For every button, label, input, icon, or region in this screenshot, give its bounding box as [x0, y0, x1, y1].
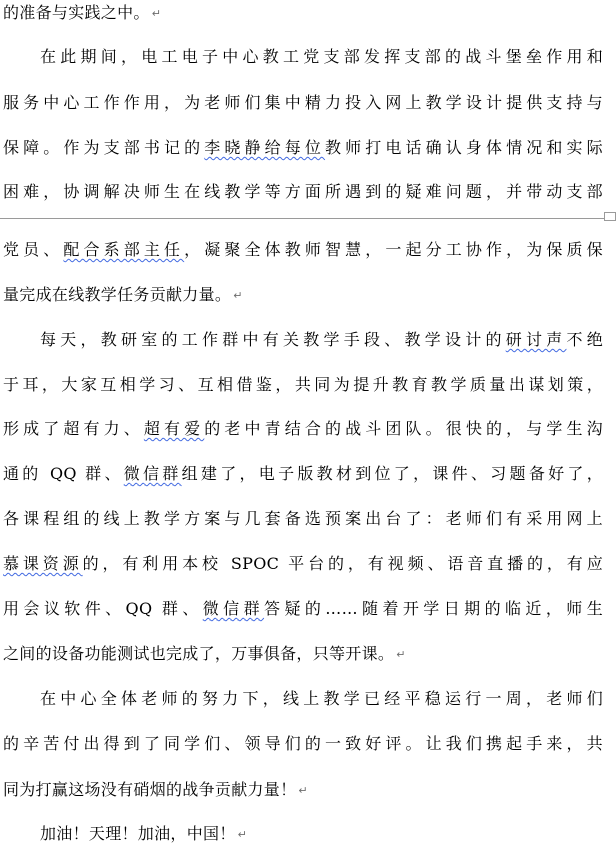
text-line	[40, 823, 603, 845]
text-line	[3, 508, 603, 530]
line-text: 党员、	[3, 240, 64, 259]
text-line	[40, 688, 603, 710]
line-text: 的辛苦付出得到了同学们、领导们的一致好评。让我们携起手来，共	[3, 734, 603, 753]
line-text: 量完成在线教学任务贡献力量。	[3, 285, 232, 304]
paragraph-mark-icon: ↵	[298, 784, 308, 797]
line-text: 在中心全体老师的努力下，线上教学已经平稳运行一周，老师们	[40, 689, 603, 708]
line-text: 组建了，电子版教材到位了，课件、习题备好了，	[181, 464, 603, 483]
spellcheck-flagged-text[interactable]: 研讨声	[505, 330, 567, 349]
spellcheck-flagged-text[interactable]: 配合系部主任	[63, 240, 185, 259]
text-line	[3, 779, 603, 801]
line-text: 不绝	[566, 330, 604, 349]
page-break-divider	[0, 218, 606, 219]
line-text: 用会议软件、QQ 群、	[3, 599, 203, 618]
line-text: 加油！天理！加油，中国！	[40, 824, 236, 843]
line-text: 教师打电话确认身体情况和实际	[325, 138, 603, 157]
line-text: 同为打赢这场没有硝烟的战争贡献力量！	[3, 780, 297, 799]
line-text: 的老中青结合的战斗团队。很快的，与学生沟	[204, 419, 603, 438]
paragraph-mark-icon: ↵	[151, 7, 162, 20]
text-line	[3, 239, 603, 261]
spellcheck-flagged-text[interactable]: 李晓静给每位	[204, 138, 326, 157]
paragraph-mark-icon: ↵	[396, 648, 406, 661]
text-line	[3, 374, 603, 396]
line-text: 之间的设备功能测试也完成了，万事俱备，只等开课。	[3, 644, 395, 663]
text-line	[3, 181, 603, 203]
line-text: ，凝聚全体教师智慧，一起分工协作，为保质保	[184, 240, 603, 259]
text-line	[3, 137, 603, 159]
spellcheck-flagged-text[interactable]: 微信群	[123, 464, 182, 483]
text-line	[3, 598, 603, 620]
paragraph-mark-icon: ↵	[233, 289, 243, 302]
text-line	[3, 643, 603, 665]
text-line	[3, 418, 603, 440]
spellcheck-flagged-text[interactable]: 慕课资源	[3, 554, 83, 573]
line-text: 答疑的……随着开学日期的临近，师生	[264, 599, 603, 618]
line-text: 通的 QQ 群、	[3, 464, 124, 483]
line-text: 各课程组的线上教学方案与几套备选预案出台了：老师们有采用网上	[3, 509, 603, 528]
text-line	[3, 463, 603, 485]
paragraph-mark-icon: ↵	[237, 828, 248, 841]
line-text: 在此期间，电工电子中心教工党支部发挥支部的战斗堡垒作用和	[40, 47, 603, 66]
text-line	[3, 284, 603, 306]
text-line	[3, 92, 603, 114]
line-text: 于耳，大家互相学习、互相借鉴，共同为提升教育教学质量出谋划策，	[3, 375, 603, 394]
spellcheck-flagged-text[interactable]: 超有爱	[143, 419, 205, 438]
text-line	[3, 733, 603, 755]
text-line	[3, 2, 603, 24]
text-line	[3, 553, 603, 575]
line-text: 服务中心工作作用，为老师们集中精力投入网上教学设计提供支持与	[3, 93, 603, 112]
line-text: 保障。作为支部书记的	[3, 138, 205, 157]
text-line	[40, 46, 603, 68]
text-line	[40, 329, 603, 351]
line-text: 困难，协调解决师生在线教学等方面所遇到的疑难问题，并带动支部	[3, 182, 603, 201]
spellcheck-flagged-text[interactable]: 微信群	[202, 599, 265, 618]
line-text: 的准备与实践之中。	[3, 3, 150, 22]
line-text: 每天，教研室的工作群中有关教学手段、教学设计的	[40, 330, 506, 349]
page-break-handle-icon[interactable]	[604, 212, 616, 221]
line-text: 的，有利用本校 SPOC 平台的，有视频、语音直播的，有应	[82, 554, 603, 573]
line-text: 形成了超有力、	[3, 419, 144, 438]
